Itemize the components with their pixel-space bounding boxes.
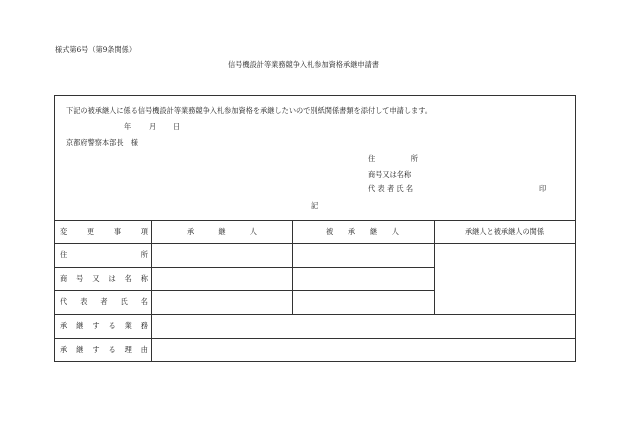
date-day-label: 日	[173, 122, 181, 131]
row-label-reason: 承 継 す る 理 由	[60, 344, 148, 354]
applicant-address-label: 住 所	[368, 154, 418, 163]
row-label-address: 住 所	[60, 250, 148, 259]
addressee: 京都府警察本部長 様	[66, 138, 138, 147]
ki-label: 記	[311, 201, 319, 210]
row-label-company: 商 号 又 は 名 称	[60, 273, 148, 283]
header-successor: 承 継 人	[187, 226, 257, 236]
date-year-label: 年	[124, 122, 132, 131]
header-change-item: 変 更 事 項	[60, 226, 148, 236]
header-predecessor: 被 承 継 人	[326, 226, 399, 236]
intro-text: 下記の被承継人に係る信号機設計等業務競争入札参加資格を承継したいので別紙関係書類を添付して申請します。	[66, 106, 432, 115]
row-label-business: 承 継 す る 業 務	[60, 321, 148, 330]
applicant-company-label: 商号又は名称	[368, 170, 412, 179]
row-label-representative: 代 表 者 氏 名	[60, 297, 148, 306]
applicant-representative-label: 代 表 者 氏 名	[368, 184, 414, 193]
date-month-label: 月	[149, 122, 157, 131]
header-relationship: 承継人と被承継人の関係	[464, 226, 545, 236]
seal-mark: 印	[539, 184, 547, 193]
document-title: 信号機設計等業務競争入札参加資格承継申請書	[228, 60, 379, 69]
form-number: 様式第6号（第9条関係）	[55, 45, 137, 54]
